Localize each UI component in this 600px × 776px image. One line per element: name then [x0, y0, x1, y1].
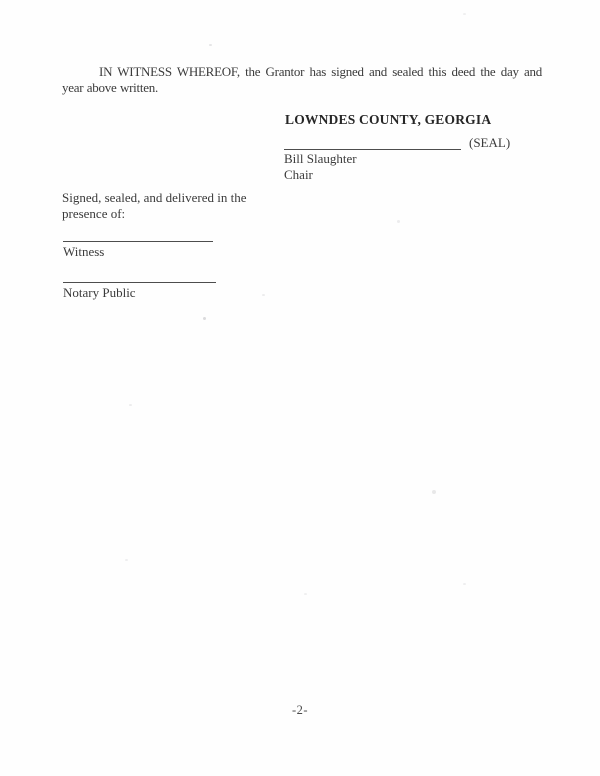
witness-signature-line — [63, 229, 213, 242]
scan-speck — [463, 583, 466, 585]
notary-signature-line — [63, 270, 216, 283]
scan-speck — [209, 44, 212, 46]
scan-speck — [125, 559, 128, 561]
scan-speck — [262, 294, 265, 296]
witness-signature-block — [63, 229, 213, 259]
notary-signature-block — [63, 270, 216, 300]
scan-speck — [203, 317, 206, 320]
scan-speck — [463, 13, 466, 15]
scan-speck — [397, 220, 400, 223]
signatory-title: Chair — [284, 167, 313, 182]
notary-label: Notary Public — [63, 285, 136, 300]
witness-clause: IN WITNESS WHEREOF, the Grantor has signed and sealed this deed the day and year above written. — [62, 64, 542, 95]
signature-row — [284, 136, 544, 150]
grantor-signature-line — [284, 137, 461, 150]
attestation-intro: Signed, sealed, and delivered in the presence of: — [62, 190, 247, 221]
scan-speck — [304, 593, 307, 595]
scan-speck — [432, 490, 436, 494]
witness-label: Witness — [63, 244, 105, 259]
page-number: -2- — [291, 703, 309, 717]
signatory-name: Bill Slaughter — [284, 151, 357, 166]
seal-label: (SEAL) — [469, 135, 511, 150]
scan-speck — [129, 404, 132, 406]
grantor-heading: LOWNDES COUNTY, GEORGIA — [285, 112, 492, 127]
grantor-signature-block — [284, 136, 544, 182]
